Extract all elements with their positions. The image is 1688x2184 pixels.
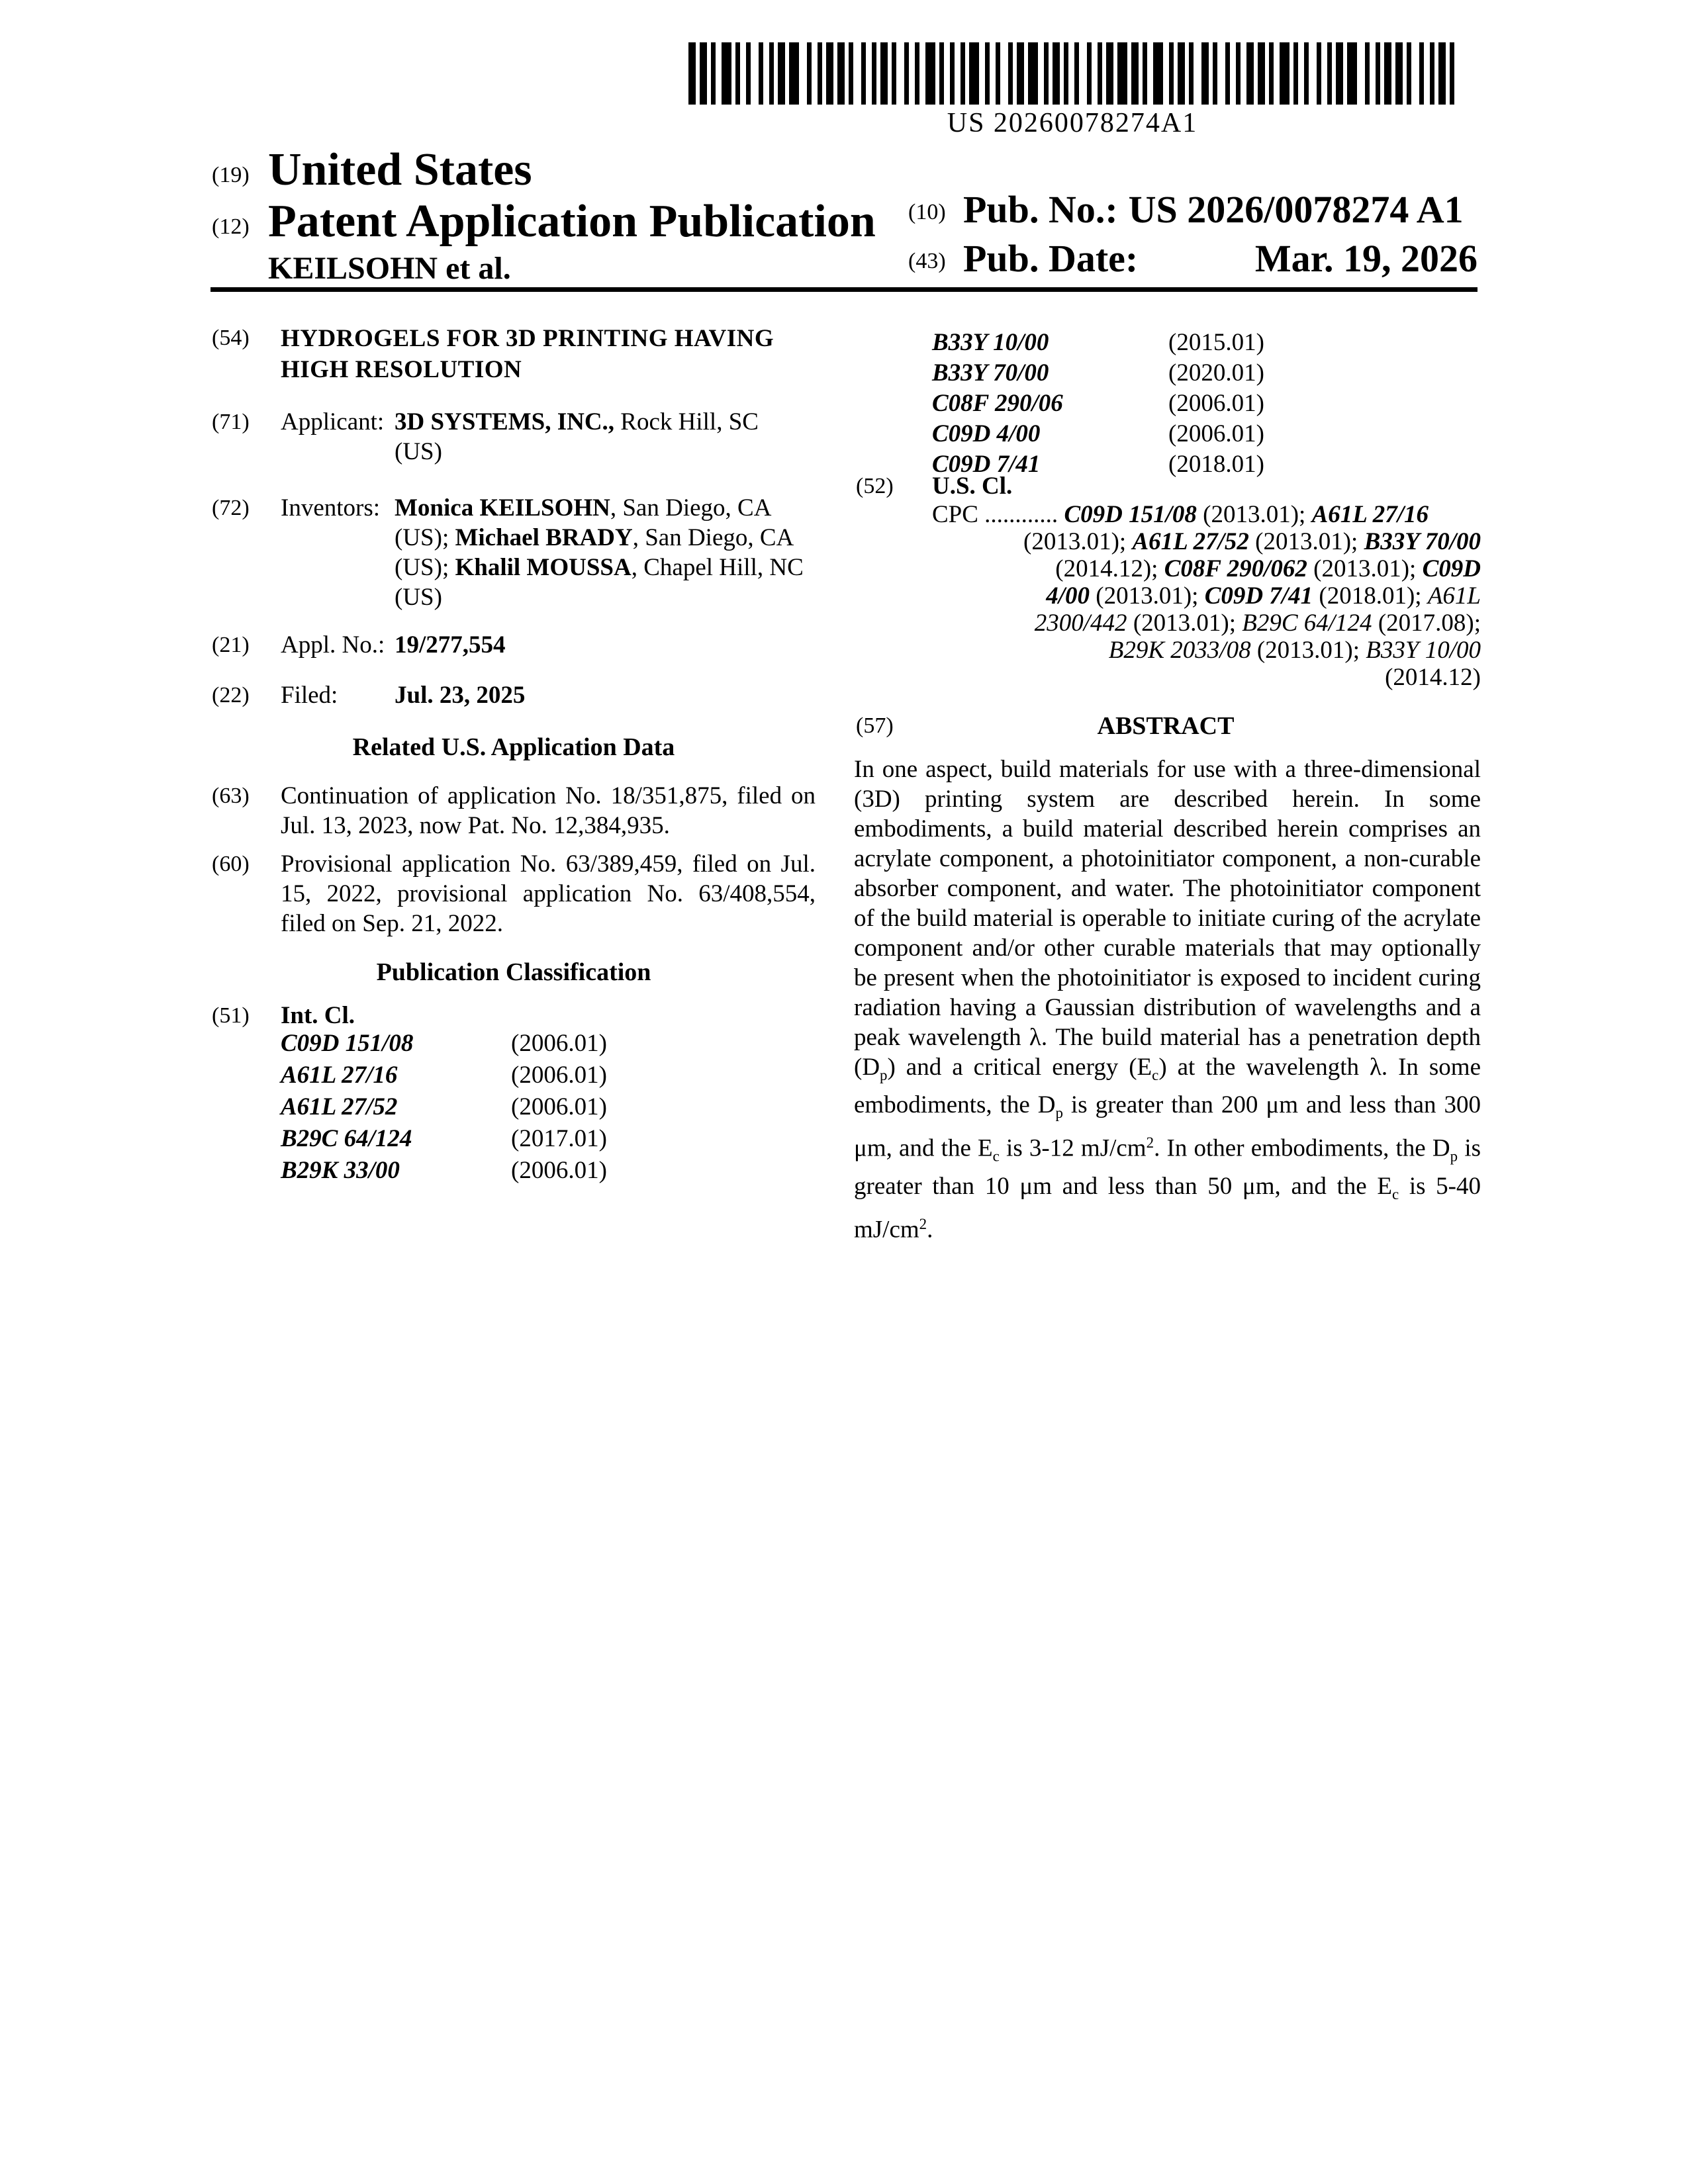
inid-code-12: (12)	[212, 214, 250, 239]
class-year: (2006.01)	[511, 1093, 607, 1120]
inid-code-19: (19)	[212, 163, 250, 187]
applicant-value: 3D SYSTEMS, INC., Rock Hill, SC (US)	[395, 408, 759, 465]
inid-code-22: (22)	[212, 683, 250, 707]
inid-code-10: (10)	[908, 200, 946, 224]
cpc-line: CPC ............ C09D 151/08 (2013.01); A61L 27/16	[932, 501, 1429, 528]
publication-classification-heading: Publication Classification	[376, 958, 651, 986]
cpc-line: (2013.01); A61L 27/52 (2013.01); B33Y 70/00	[1023, 528, 1481, 555]
class-year: (2017.01)	[511, 1125, 607, 1152]
int-cl-row	[212, 1060, 816, 1091]
int-cl-table-left	[212, 1028, 816, 1187]
class-year: (2006.01)	[511, 1062, 607, 1089]
inid-code-52: (52)	[856, 474, 894, 498]
appl-no-label: Appl. No.:	[281, 631, 385, 659]
int-cl-label: Int. Cl.	[281, 1002, 355, 1029]
class-code: B29C 64/124	[281, 1125, 412, 1152]
class-code: B33Y 10/00	[932, 329, 1049, 356]
inid-code-72: (72)	[212, 496, 250, 520]
inid-code-51: (51)	[212, 1003, 250, 1028]
int-cl-row	[212, 1028, 816, 1060]
applicant-short-name: KEILSOHN et al.	[268, 251, 511, 286]
cpc-line: 4/00 (2013.01); C09D 7/41 (2018.01); A61L	[1046, 582, 1481, 610]
inid-code-60: (60)	[212, 852, 250, 876]
inid-code-57: (57)	[856, 713, 894, 738]
section-int-cl	[212, 1001, 816, 1030]
header-country-row	[212, 144, 532, 195]
class-year: (2006.01)	[511, 1030, 607, 1057]
document-type: Patent Application Publication	[268, 196, 876, 247]
cpc-classification-block	[851, 501, 1481, 691]
section-us-cl	[851, 471, 1481, 501]
publication-number-row	[908, 188, 1477, 231]
inventors-label: Inventors:	[281, 494, 381, 522]
invention-title: HYDROGELS FOR 3D PRINTING HAVING HIGH RESOLUTION	[281, 325, 774, 383]
barcode-graphic	[688, 42, 1456, 105]
continuation-text: Continuation of application No. 18/351,875, filed on Jul. 13, 2023, now Pat. No. 12,384,935.	[281, 782, 816, 839]
appl-no-value: 19/277,554	[395, 631, 506, 659]
class-year: (2006.01)	[1168, 420, 1264, 447]
inventors-value: Monica KEILSOHN, San Diego, CA (US); Michael BRADY, San Diego, CA (US); Khalil MOUSSA, Chapel Hill, NC (US)	[395, 494, 804, 611]
int-cl-row	[851, 328, 1481, 358]
section-provisional	[212, 849, 816, 938]
filed-value: Jul. 23, 2025	[395, 682, 526, 709]
class-year: (2006.01)	[1168, 390, 1264, 417]
section-applicant	[212, 407, 816, 467]
class-code: C09D 4/00	[932, 420, 1041, 447]
inid-code-43: (43)	[908, 249, 946, 273]
int-cl-table-right	[851, 328, 1481, 480]
publication-date-row	[908, 237, 1477, 280]
pub-date-value: Mar. 19, 2026	[1254, 237, 1477, 280]
int-cl-row	[212, 1091, 816, 1123]
barcode-number: US 20260078274A1	[947, 108, 1198, 138]
inid-code-21: (21)	[212, 633, 250, 657]
int-cl-row	[851, 419, 1481, 449]
header-doctype-row	[212, 196, 876, 247]
us-cl-label: U.S. Cl.	[932, 473, 1013, 500]
inid-code-71: (71)	[212, 410, 250, 434]
abstract-text: In one aspect, build materials for use with a three-dimensional (3D) printing system are described herein. In some embodiments, a build material described herein comprises an acrylate component, a photoinitiator component, a non-curable absorber component, and water. The photoinitiator component of the build material is operable to initiate curing of the acrylate component and/or other curable materials that may optionally be present when the photoinitiator is exposed to incident curing radiation having a Gaussian distribution of wavelengths and a peak wavelength λ. The build material has a penetration depth $(D_p)$ and a critical energy $(E_c)$ at the wavelength λ. In some embodiments, the $D_p$ is greater than 200 μm and less than 300 μm, and the $E_c$ is 3-12 $mJ/cm^2$. In other embodiments, the $D_p$ is greater than 10 μm and less than 50 μm, and the $E_c$ is 5-40 $mJ/cm^2$.	[854, 756, 1481, 1244]
class-code: C08F 290/06	[932, 390, 1063, 417]
class-year: (2015.01)	[1168, 329, 1264, 356]
inid-code-54: (54)	[212, 326, 250, 350]
section-appl-no	[212, 630, 816, 660]
pub-no-label: Pub. No.:	[963, 188, 1118, 231]
class-year: (2018.01)	[1168, 451, 1264, 478]
header-divider	[211, 287, 1477, 292]
class-code: C09D 7/41	[932, 451, 1041, 478]
section-continuation	[212, 781, 816, 841]
class-code: B33Y 70/00	[932, 359, 1049, 387]
class-year: (2020.01)	[1168, 359, 1264, 387]
cpc-line: B29K 2033/08 (2013.01); B33Y 10/00	[1108, 637, 1481, 664]
class-code: A61L 27/52	[281, 1093, 398, 1120]
filed-label: Filed:	[281, 682, 338, 709]
cpc-line: (2014.12)	[1385, 664, 1481, 691]
cpc-line: 2300/442 (2013.01); B29C 64/124 (2017.08);	[1034, 610, 1481, 637]
int-cl-row	[212, 1123, 816, 1155]
int-cl-row	[212, 1155, 816, 1187]
class-code: C09D 151/08	[281, 1030, 414, 1057]
country-name: United States	[268, 144, 532, 195]
int-cl-row	[851, 358, 1481, 388]
section-inventors	[212, 493, 816, 612]
section-filed	[212, 680, 816, 710]
pub-no-value: US 2026/0078274 A1	[1128, 188, 1464, 231]
applicant-label: Applicant:	[281, 408, 385, 435]
inid-code-63: (63)	[212, 784, 250, 808]
provisional-text: Provisional application No. 63/389,459, filed on Jul. 15, 2022, provisional application No. 63/408,554, filed on Sep. 21, 2022.	[281, 850, 816, 937]
class-year: (2006.01)	[511, 1157, 607, 1184]
section-title	[212, 323, 816, 385]
class-code: B29K 33/00	[281, 1157, 400, 1184]
related-data-heading: Related U.S. Application Data	[352, 733, 675, 761]
pub-date-label: Pub. Date:	[963, 237, 1139, 280]
abstract-heading: ABSTRACT	[1097, 712, 1235, 740]
class-code: A61L 27/16	[281, 1062, 398, 1089]
cpc-line: (2014.12); C08F 290/062 (2013.01); C09D	[1055, 555, 1481, 582]
int-cl-row	[851, 388, 1481, 419]
